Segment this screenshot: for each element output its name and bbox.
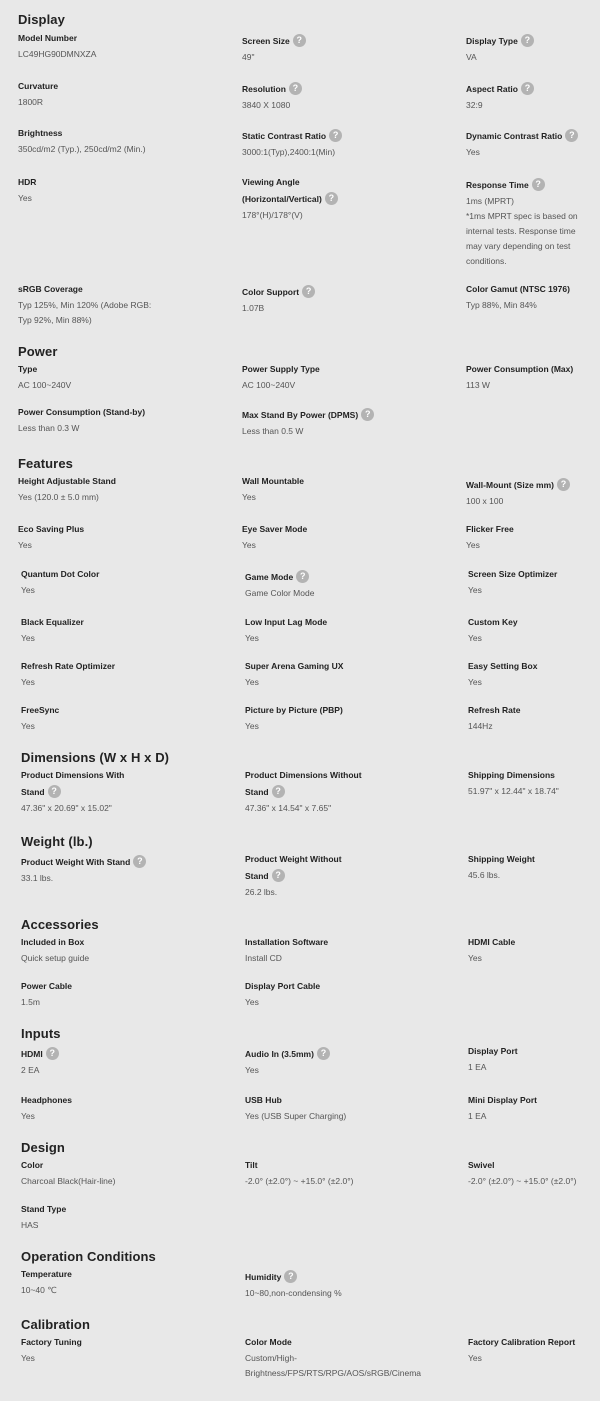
help-icon[interactable]: ? <box>521 34 534 47</box>
section-title-inputs: Inputs <box>21 1026 61 1041</box>
help-icon[interactable]: ? <box>329 129 342 142</box>
spec-label: Curvature <box>18 81 59 91</box>
spec-label: Custom Key <box>468 617 518 627</box>
spec-value: Yes <box>21 1111 35 1121</box>
section-title-power: Power <box>18 344 58 359</box>
spec-label: Shipping Dimensions <box>468 770 555 780</box>
spec-label: Power Cable <box>21 981 73 991</box>
spec-label: Brightness <box>18 128 63 138</box>
help-icon[interactable]: ? <box>284 1270 297 1283</box>
spec-shipping-weight <box>468 851 600 883</box>
spec-value: Yes <box>18 193 32 203</box>
spec-value: 10~40 ℃ <box>21 1285 57 1295</box>
spec-black-equalizer <box>21 614 171 646</box>
spec-label: Display Port <box>468 1046 518 1056</box>
spec-label <box>245 784 395 801</box>
spec-label <box>242 81 392 98</box>
spec-swivel <box>468 1157 600 1189</box>
spec-label: Power Consumption (Stand-by) <box>18 407 146 417</box>
help-icon[interactable]: ? <box>302 285 315 298</box>
spec-label-text: Stand <box>245 871 269 881</box>
spec-label: Screen Size Optimizer <box>468 569 558 579</box>
spec-label: Swivel <box>468 1160 495 1170</box>
spec-label: Super Arena Gaming UX <box>245 661 344 671</box>
spec-value: 10~80,non-condensing % <box>245 1288 342 1298</box>
spec-label-text: Product Weight With Stand <box>21 857 131 867</box>
spec-label: Refresh Rate Optimizer <box>21 661 115 671</box>
spec-label-text: Dynamic Contrast Ratio <box>466 131 563 141</box>
spec-dynamic-contrast <box>466 128 600 160</box>
spec-srgb-coverage <box>18 281 168 328</box>
spec-label <box>242 407 392 424</box>
spec-value: 33.1 lbs. <box>21 873 54 883</box>
help-icon[interactable]: ? <box>325 192 338 205</box>
spec-value: -2.0° (±2.0°) ~ +15.0° (±2.0°) <box>468 1176 577 1186</box>
spec-label: Tilt <box>245 1160 258 1170</box>
spec-value: 113 W <box>466 380 490 390</box>
spec-label-text: Resolution <box>242 84 286 94</box>
spec-label: Headphones <box>21 1095 73 1105</box>
spec-pbp <box>245 702 395 734</box>
spec-static-contrast <box>242 128 392 160</box>
spec-value: 3000:1(Typ),2400:1(Min) <box>242 147 336 157</box>
spec-headphones <box>21 1092 171 1124</box>
spec-value: AC 100~240V <box>18 380 72 390</box>
spec-custom-key <box>468 614 600 646</box>
spec-label <box>242 33 392 50</box>
help-icon[interactable]: ? <box>532 178 545 191</box>
spec-label: Black Equalizer <box>21 617 84 627</box>
section-title-design: Design <box>21 1140 65 1155</box>
spec-label <box>466 128 600 145</box>
spec-label <box>466 81 600 98</box>
spec-value: Yes <box>21 633 35 643</box>
spec-value: Install CD <box>245 953 282 963</box>
spec-note: may vary depending on test <box>466 241 571 251</box>
section-title-weight: Weight (lb.) <box>21 834 93 849</box>
spec-label-text: Stand <box>21 787 45 797</box>
spec-value: Yes <box>245 633 259 643</box>
spec-value: 2 EA <box>21 1065 40 1075</box>
spec-label: Factory Calibration Report <box>468 1337 576 1347</box>
spec-value: 144Hz <box>468 721 493 731</box>
spec-value: Yes <box>21 721 35 731</box>
spec-label <box>466 477 600 494</box>
help-icon[interactable]: ? <box>46 1047 59 1060</box>
section-title-display: Display <box>18 12 65 27</box>
spec-label: Type <box>18 364 38 374</box>
spec-label-text: HDMI <box>21 1049 43 1059</box>
spec-display-port-cable <box>245 978 395 1010</box>
spec-label: Viewing Angle <box>242 177 300 187</box>
help-icon[interactable]: ? <box>293 34 306 47</box>
spec-value: 49" <box>242 52 255 62</box>
help-icon[interactable]: ? <box>133 855 146 868</box>
spec-stand-type <box>21 1201 171 1233</box>
spec-screen-size-optimizer <box>468 566 600 598</box>
spec-value: Less than 0.3 W <box>18 423 80 433</box>
spec-value: Yes <box>468 953 482 963</box>
spec-display-port <box>468 1043 600 1075</box>
spec-value: Yes <box>468 585 482 595</box>
spec-label <box>245 1269 395 1286</box>
spec-value: 1.5m <box>21 997 40 1007</box>
spec-label: HDR <box>18 177 37 187</box>
spec-value: Yes <box>466 540 480 550</box>
spec-value: Yes <box>468 1353 482 1363</box>
spec-power-standby <box>18 404 168 436</box>
help-icon[interactable]: ? <box>565 129 578 142</box>
spec-power-type <box>18 361 168 393</box>
spec-low-input-lag <box>245 614 395 646</box>
spec-flicker-free <box>466 521 600 553</box>
spec-color-gamut <box>466 281 600 313</box>
spec-label: Temperature <box>21 1269 72 1279</box>
spec-aspect-ratio <box>466 81 600 113</box>
spec-tilt <box>245 1157 395 1189</box>
spec-display-type <box>466 33 600 65</box>
spec-note: internal tests. Response time <box>466 226 576 236</box>
spec-label: Factory Tuning <box>21 1337 82 1347</box>
spec-dimensions-without-stand <box>245 767 395 816</box>
spec-value: Typ 88%, Min 84% <box>466 300 537 310</box>
spec-value: 1800R <box>18 97 44 107</box>
spec-value: 178°(H)/178°(V) <box>242 210 303 220</box>
spec-value: 3840 X 1080 <box>242 100 291 110</box>
spec-dimensions-with-stand <box>21 767 171 816</box>
spec-label <box>245 569 395 586</box>
spec-label: Color Gamut (NTSC 1976) <box>466 284 570 294</box>
spec-label: Power Supply Type <box>242 364 320 374</box>
spec-mini-display-port <box>468 1092 600 1124</box>
spec-wall-mountable <box>242 473 392 505</box>
spec-response-time <box>466 177 596 269</box>
spec-weight-with-stand <box>21 854 171 886</box>
spec-value: 45.6 lbs. <box>468 870 501 880</box>
spec-value: HAS <box>21 1220 39 1230</box>
spec-eye-saver <box>242 521 392 553</box>
spec-label: Product Dimensions Without <box>245 770 362 780</box>
spec-label: Shipping Weight <box>468 854 535 864</box>
spec-wall-mount-size <box>466 477 600 509</box>
spec-weight-without-stand <box>245 851 395 900</box>
spec-factory-calibration-report <box>468 1334 600 1366</box>
spec-label: Easy Setting Box <box>468 661 538 671</box>
spec-power-cable <box>21 978 171 1010</box>
spec-resolution <box>242 81 392 113</box>
spec-label: Power Consumption (Max) <box>466 364 574 374</box>
spec-label <box>245 868 395 885</box>
spec-value: 1 EA <box>468 1062 487 1072</box>
spec-value: 1ms (MPRT) <box>466 196 515 206</box>
help-icon[interactable]: ? <box>317 1047 330 1060</box>
spec-screen-size <box>242 33 392 65</box>
spec-value: Yes <box>468 677 482 687</box>
help-icon[interactable]: ? <box>557 478 570 491</box>
spec-label <box>466 177 596 194</box>
spec-label-text: (Horizontal/Vertical) <box>242 194 322 204</box>
spec-label <box>21 854 171 871</box>
spec-label <box>242 128 392 145</box>
spec-label: sRGB Coverage <box>18 284 83 294</box>
spec-label-text: Color Support <box>242 287 300 297</box>
spec-label-text: Wall-Mount (Size mm) <box>466 480 554 490</box>
spec-value: Yes <box>245 677 259 687</box>
spec-value: Brightness/FPS/RTS/RPG/AOS/sRGB/Cinema <box>245 1368 422 1378</box>
spec-label <box>21 784 171 801</box>
spec-model-number <box>18 30 168 62</box>
spec-label: Height Adjustable Stand <box>18 476 116 486</box>
spec-refresh-rate <box>468 702 600 734</box>
spec-label-text: Audio In (3.5mm) <box>245 1049 314 1059</box>
spec-value: 1.07B <box>242 303 265 313</box>
spec-note: *1ms MPRT spec is based on <box>466 211 578 221</box>
spec-label <box>242 284 392 301</box>
spec-label-text: Screen Size <box>242 36 290 46</box>
spec-curvature <box>18 78 168 110</box>
spec-color-mode <box>245 1334 422 1381</box>
help-icon[interactable]: ? <box>272 785 285 798</box>
help-icon[interactable]: ? <box>361 408 374 421</box>
spec-quantum-dot <box>21 566 171 598</box>
spec-label-text: Response Time <box>466 180 529 190</box>
spec-label: Included in Box <box>21 937 85 947</box>
spec-label: Product Dimensions With <box>21 770 125 780</box>
spec-height-stand <box>18 473 168 505</box>
spec-label <box>21 1046 171 1063</box>
section-title-dimensions: Dimensions (W x H x D) <box>21 750 170 765</box>
spec-label: Display Port Cable <box>245 981 321 991</box>
spec-label-text: Stand <box>245 787 269 797</box>
spec-label-text: Display Type <box>466 36 518 46</box>
spec-value: Yes (120.0 ± 5.0 mm) <box>18 492 99 502</box>
spec-label: Product Weight Without <box>245 854 342 864</box>
spec-audio-in <box>245 1046 395 1078</box>
spec-value: Yes <box>245 997 259 1007</box>
spec-brightness <box>18 125 168 157</box>
spec-value: AC 100~240V <box>242 380 296 390</box>
spec-label-text: Aspect Ratio <box>466 84 518 94</box>
spec-usb-hub <box>245 1092 395 1124</box>
spec-value: 100 x 100 <box>466 496 504 506</box>
spec-label: USB Hub <box>245 1095 282 1105</box>
spec-label: FreeSync <box>21 705 60 715</box>
spec-eco-saving <box>18 521 168 553</box>
spec-hdmi-cable <box>468 934 600 966</box>
spec-label: Color <box>21 1160 44 1170</box>
spec-label <box>245 1046 395 1063</box>
spec-value: 47.36" x 20.69" x 15.02" <box>21 803 112 813</box>
spec-max-standby <box>242 407 392 439</box>
spec-super-arena <box>245 658 395 690</box>
spec-value: Yes <box>242 492 256 502</box>
spec-value: Yes <box>18 540 32 550</box>
spec-temperature <box>21 1266 171 1298</box>
spec-included-in-box <box>21 934 171 966</box>
spec-label <box>242 191 392 208</box>
section-title-calibration: Calibration <box>21 1317 90 1332</box>
spec-label-text: Humidity <box>245 1272 282 1282</box>
spec-value: 32:9 <box>466 100 483 110</box>
spec-label <box>466 33 600 50</box>
spec-value: 26.2 lbs. <box>245 887 278 897</box>
spec-value: Yes <box>242 540 256 550</box>
spec-value: Yes <box>21 1353 35 1363</box>
spec-value: Yes <box>468 633 482 643</box>
spec-value: 350cd/m2 (Typ.), 250cd/m2 (Min.) <box>18 144 146 154</box>
spec-label: Stand Type <box>21 1204 67 1214</box>
spec-value: Quick setup guide <box>21 953 90 963</box>
spec-label: Flicker Free <box>466 524 514 534</box>
spec-label: Eye Saver Mode <box>242 524 308 534</box>
spec-value: Typ 92%, Min 88%) <box>18 315 92 325</box>
spec-label: Mini Display Port <box>468 1095 537 1105</box>
spec-note: conditions. <box>466 256 507 266</box>
spec-label: Low Input Lag Mode <box>245 617 328 627</box>
spec-freesync <box>21 702 171 734</box>
spec-label-text: Game Mode <box>245 572 294 582</box>
spec-value: Game Color Mode <box>245 588 315 598</box>
spec-value: Yes <box>245 721 259 731</box>
spec-label: Refresh Rate <box>468 705 521 715</box>
spec-value: -2.0° (±2.0°) ~ +15.0° (±2.0°) <box>245 1176 354 1186</box>
spec-value: VA <box>466 52 477 62</box>
spec-color <box>21 1157 171 1189</box>
spec-label-text: Max Stand By Power (DPMS) <box>242 410 359 420</box>
spec-hdmi <box>21 1046 171 1078</box>
help-icon[interactable]: ? <box>289 82 302 95</box>
spec-value: Charcoal Black(Hair-line) <box>21 1176 116 1186</box>
spec-label: Color Mode <box>245 1337 292 1347</box>
spec-value: Yes <box>21 677 35 687</box>
spec-label: Quantum Dot Color <box>21 569 100 579</box>
spec-label: Eco Saving Plus <box>18 524 85 534</box>
spec-label: Picture by Picture (PBP) <box>245 705 343 715</box>
spec-value: Yes <box>245 1065 259 1075</box>
help-icon[interactable]: ? <box>272 869 285 882</box>
spec-power-consumption-max <box>466 361 600 393</box>
spec-value: 1 EA <box>468 1111 487 1121</box>
section-title-accessories: Accessories <box>21 917 99 932</box>
spec-hdr <box>18 174 168 206</box>
spec-label: Model Number <box>18 33 78 43</box>
spec-viewing-angle <box>242 174 392 223</box>
spec-installation-software <box>245 934 395 966</box>
spec-value: Yes (USB Super Charging) <box>245 1111 347 1121</box>
spec-shipping-dimensions <box>468 767 600 799</box>
spec-factory-tuning <box>21 1334 171 1366</box>
spec-label: Installation Software <box>245 937 329 947</box>
help-icon[interactable]: ? <box>521 82 534 95</box>
spec-value: LC49HG90DMNXZA <box>18 49 97 59</box>
section-title-features: Features <box>18 456 73 471</box>
spec-easy-setting <box>468 658 600 690</box>
spec-value: Custom/High- <box>245 1353 297 1363</box>
spec-label-text: Static Contrast Ratio <box>242 131 327 141</box>
spec-refresh-optimizer <box>21 658 171 690</box>
section-title-operation-conditions: Operation Conditions <box>21 1249 156 1264</box>
spec-game-mode <box>245 569 395 601</box>
spec-label: HDMI Cable <box>468 937 516 947</box>
spec-value: Less than 0.5 W <box>242 426 304 436</box>
spec-value: Typ 125%, Min 120% (Adobe RGB: <box>18 300 152 310</box>
spec-value: Yes <box>21 585 35 595</box>
spec-label: Wall Mountable <box>242 476 305 486</box>
help-icon[interactable]: ? <box>296 570 309 583</box>
spec-value: 47.36" x 14.54" x 7.65" <box>245 803 332 813</box>
spec-power-supply-type <box>242 361 392 393</box>
spec-value: Yes <box>466 147 480 157</box>
help-icon[interactable]: ? <box>48 785 61 798</box>
spec-color-support <box>242 284 392 316</box>
spec-humidity <box>245 1269 395 1301</box>
spec-value: 51.97" x 12.44" x 18.74" <box>468 786 559 796</box>
